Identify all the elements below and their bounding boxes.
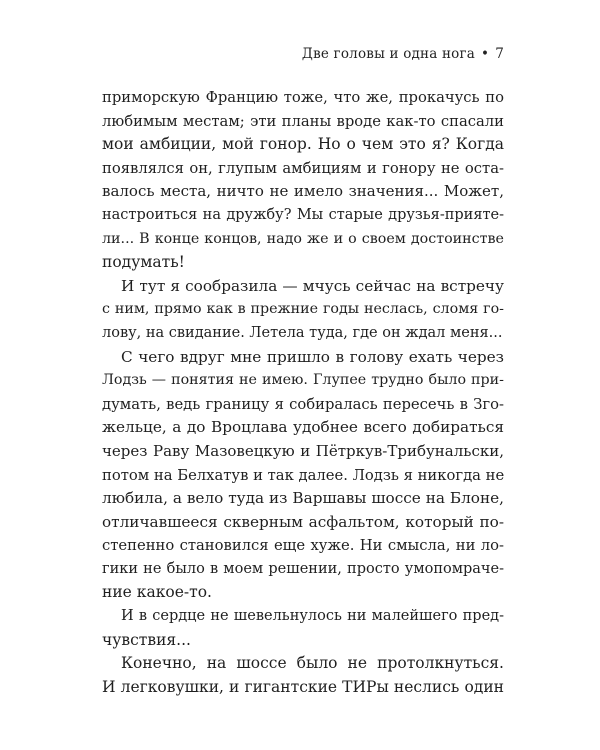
text-line: появлялся он, глупым амбициям и гонору не оста- (102, 159, 504, 177)
text-line: с ним, прямо как в прежние годы неслась, сломя го- (102, 301, 504, 318)
text-line: Лодзь — понятия не имею. Глупее трудно было при- (102, 372, 504, 389)
text-line: любимым местам; эти планы вроде как-то спасали (102, 112, 504, 130)
text-line: С чего вдруг мне пришло в голову ехать через (121, 347, 504, 366)
text-line: Конечно, на шоссе было не протолкнуться. (121, 654, 504, 673)
text-line: любила, а вело туда из Варшавы шоссе на Блоне, (102, 489, 504, 508)
text-line: ние какое-то. (102, 583, 212, 602)
text-line: потом на Белхатув и так далее. Лодзь я никогда не (102, 466, 505, 484)
text-line: И легковушки, и гигантские ТИРы неслись один (102, 677, 504, 696)
text-line: И тут я сообразила — мчусь сейчас на встречу (121, 276, 504, 295)
running-header (302, 46, 504, 62)
text-line: мои амбиции, мой гонор. Но о чем это я? Когда (102, 135, 504, 154)
text-line: И в сердце не шевельнулось ни малейшего пред- (121, 608, 504, 625)
text-line: жельце, а до Вроцлава удобнее всего добираться (102, 418, 504, 437)
text-line: думать, ведь границу я собиралась пересечь в Зго- (102, 395, 504, 413)
text-line: отличавшееся скверным асфальтом, который по- (102, 512, 504, 531)
body-text (102, 86, 504, 699)
text-line: чувствия... (102, 630, 191, 649)
text-line: приморскую Францию тоже, что же, прокачусь по (102, 89, 504, 106)
running-header-title: Две головы и одна нога (301, 46, 476, 62)
text-line: настроиться на дружбу? Мы старые друзья-прияте- (102, 206, 504, 223)
text-line: степенно становился еще хуже. Ни смысла, ни ло- (102, 537, 504, 555)
page-number: 7 (495, 46, 504, 62)
text-line: ли... В конце концов, надо же и о своем достоинстве (102, 230, 504, 247)
text-line: лову, на свидание. Летела туда, где он ждал меня... (102, 324, 503, 341)
text-line: валось места, ничто не имело значения... Может, (102, 182, 504, 201)
text-line: через Раву Мазовецкую и Пётркув-Трибунальски, (102, 441, 504, 460)
text-line: гики не было в моем решении, просто умопомраче- (102, 560, 504, 577)
text-line: подумать! (102, 253, 185, 272)
running-header-separator: • (481, 46, 490, 62)
